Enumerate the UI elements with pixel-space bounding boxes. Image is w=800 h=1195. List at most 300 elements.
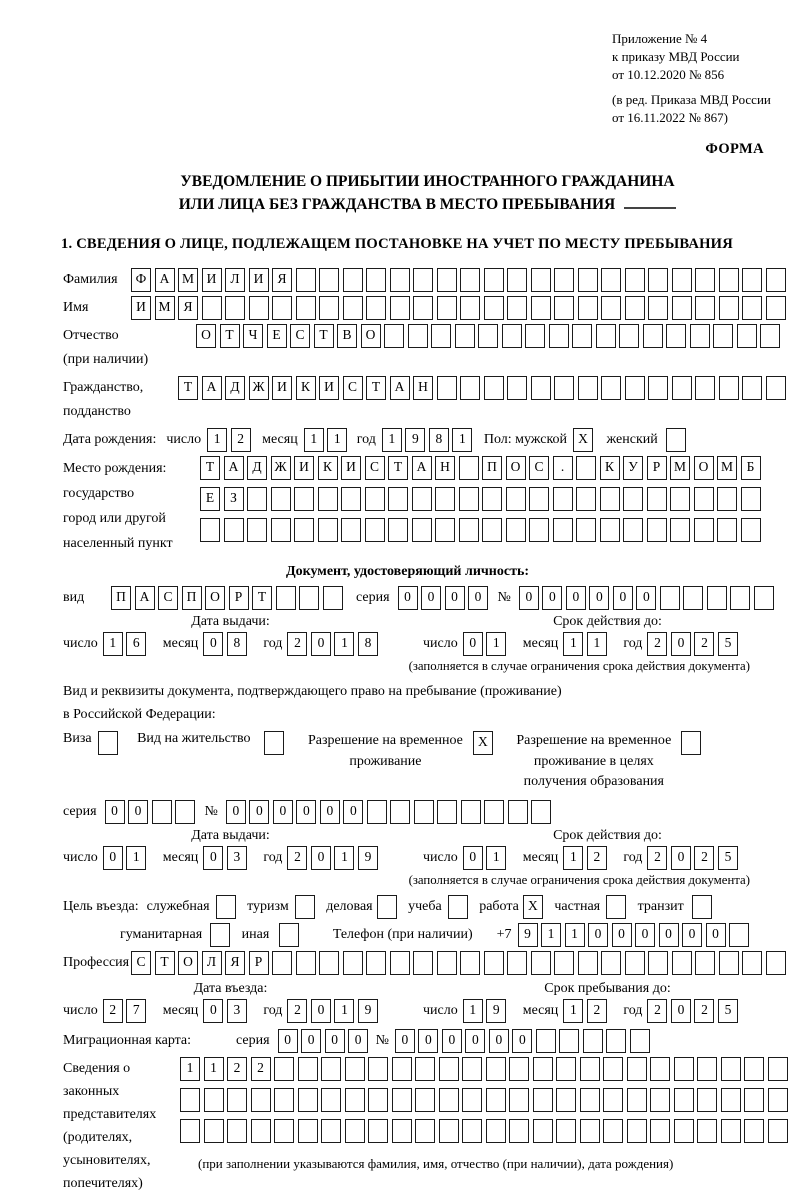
- char-box[interactable]: [606, 895, 626, 919]
- char-box[interactable]: [760, 324, 780, 348]
- char-box[interactable]: С: [343, 376, 363, 400]
- char-box[interactable]: 2: [587, 999, 607, 1023]
- char-box[interactable]: [368, 1119, 388, 1143]
- char-box[interactable]: 0: [589, 586, 609, 610]
- char-box[interactable]: [666, 428, 686, 452]
- char-box[interactable]: [296, 268, 316, 292]
- char-box[interactable]: [650, 1088, 670, 1112]
- char-box[interactable]: 0: [311, 999, 331, 1023]
- char-box[interactable]: 0: [706, 923, 726, 947]
- char-box[interactable]: 3: [227, 846, 247, 870]
- char-box[interactable]: [437, 268, 457, 292]
- char-box[interactable]: 9: [358, 846, 378, 870]
- char-box[interactable]: [341, 518, 361, 542]
- char-box[interactable]: X: [523, 895, 543, 919]
- char-box[interactable]: Л: [225, 268, 245, 292]
- char-box[interactable]: 2: [227, 1057, 247, 1081]
- char-box[interactable]: [323, 586, 343, 610]
- char-box[interactable]: 1: [382, 428, 402, 452]
- char-box[interactable]: 1: [452, 428, 472, 452]
- char-box[interactable]: [413, 951, 433, 975]
- char-box[interactable]: О: [694, 456, 714, 480]
- char-box[interactable]: [578, 268, 598, 292]
- char-box[interactable]: [627, 1057, 647, 1081]
- char-box[interactable]: [601, 376, 621, 400]
- char-box[interactable]: [623, 487, 643, 511]
- char-box[interactable]: [415, 1119, 435, 1143]
- char-box[interactable]: И: [202, 268, 222, 292]
- char-box[interactable]: У: [623, 456, 643, 480]
- char-box[interactable]: .: [553, 456, 573, 480]
- char-box[interactable]: [251, 1088, 271, 1112]
- char-box[interactable]: И: [131, 296, 151, 320]
- char-box[interactable]: [768, 1057, 788, 1081]
- char-box[interactable]: [247, 487, 267, 511]
- char-box[interactable]: [439, 1119, 459, 1143]
- char-box[interactable]: [345, 1088, 365, 1112]
- char-box[interactable]: [648, 951, 668, 975]
- char-box[interactable]: [388, 518, 408, 542]
- char-box[interactable]: Я: [272, 268, 292, 292]
- char-box[interactable]: [556, 1057, 576, 1081]
- char-box[interactable]: 0: [445, 586, 465, 610]
- char-box[interactable]: 0: [542, 586, 562, 610]
- char-box[interactable]: [98, 731, 118, 755]
- char-box[interactable]: [478, 324, 498, 348]
- char-box[interactable]: [460, 296, 480, 320]
- char-box[interactable]: [341, 487, 361, 511]
- char-box[interactable]: 2: [231, 428, 251, 452]
- char-box[interactable]: [435, 487, 455, 511]
- char-box[interactable]: [461, 800, 481, 824]
- char-box[interactable]: 0: [311, 846, 331, 870]
- char-box[interactable]: [508, 800, 528, 824]
- char-box[interactable]: [742, 376, 762, 400]
- char-box[interactable]: О: [196, 324, 216, 348]
- char-box[interactable]: [721, 1119, 741, 1143]
- char-box[interactable]: [482, 487, 502, 511]
- char-box[interactable]: И: [341, 456, 361, 480]
- char-box[interactable]: [486, 1119, 506, 1143]
- char-box[interactable]: 0: [203, 999, 223, 1023]
- char-box[interactable]: [600, 518, 620, 542]
- char-box[interactable]: [460, 268, 480, 292]
- char-box[interactable]: 0: [105, 800, 125, 824]
- char-box[interactable]: [412, 518, 432, 542]
- char-box[interactable]: [462, 1088, 482, 1112]
- char-box[interactable]: [674, 1088, 694, 1112]
- char-box[interactable]: [224, 518, 244, 542]
- char-box[interactable]: М: [178, 268, 198, 292]
- char-box[interactable]: А: [390, 376, 410, 400]
- char-box[interactable]: [625, 268, 645, 292]
- char-box[interactable]: 2: [647, 846, 667, 870]
- char-box[interactable]: О: [506, 456, 526, 480]
- char-box[interactable]: [768, 1119, 788, 1143]
- char-box[interactable]: К: [318, 456, 338, 480]
- char-box[interactable]: К: [600, 456, 620, 480]
- char-box[interactable]: [719, 376, 739, 400]
- char-box[interactable]: [648, 296, 668, 320]
- char-box[interactable]: [482, 518, 502, 542]
- char-box[interactable]: [650, 1119, 670, 1143]
- char-box[interactable]: 0: [226, 800, 246, 824]
- char-box[interactable]: [299, 586, 319, 610]
- char-box[interactable]: [225, 296, 245, 320]
- char-box[interactable]: [279, 923, 299, 947]
- char-box[interactable]: 1: [204, 1057, 224, 1081]
- char-box[interactable]: О: [205, 586, 225, 610]
- char-box[interactable]: [695, 268, 715, 292]
- char-box[interactable]: [531, 268, 551, 292]
- char-box[interactable]: [576, 518, 596, 542]
- char-box[interactable]: [321, 1119, 341, 1143]
- char-box[interactable]: 6: [126, 632, 146, 656]
- char-box[interactable]: [531, 800, 551, 824]
- char-box[interactable]: [741, 487, 761, 511]
- char-box[interactable]: [384, 324, 404, 348]
- char-box[interactable]: [583, 1029, 603, 1053]
- char-box[interactable]: [683, 586, 703, 610]
- char-box[interactable]: [625, 951, 645, 975]
- char-box[interactable]: 2: [287, 632, 307, 656]
- char-box[interactable]: 0: [463, 846, 483, 870]
- char-box[interactable]: 2: [694, 846, 714, 870]
- char-box[interactable]: [737, 324, 757, 348]
- char-box[interactable]: [601, 268, 621, 292]
- char-box[interactable]: [719, 268, 739, 292]
- char-box[interactable]: [625, 376, 645, 400]
- char-box[interactable]: [556, 1088, 576, 1112]
- char-box[interactable]: 2: [694, 999, 714, 1023]
- char-box[interactable]: [766, 376, 786, 400]
- char-box[interactable]: С: [131, 951, 151, 975]
- char-box[interactable]: [742, 951, 762, 975]
- char-box[interactable]: [392, 1119, 412, 1143]
- char-box[interactable]: [754, 586, 774, 610]
- char-box[interactable]: М: [155, 296, 175, 320]
- char-box[interactable]: 0: [468, 586, 488, 610]
- char-box[interactable]: [294, 518, 314, 542]
- char-box[interactable]: [412, 487, 432, 511]
- char-box[interactable]: [180, 1088, 200, 1112]
- char-box[interactable]: К: [296, 376, 316, 400]
- char-box[interactable]: [603, 1088, 623, 1112]
- char-box[interactable]: [202, 296, 222, 320]
- char-box[interactable]: Р: [647, 456, 667, 480]
- char-box[interactable]: 0: [203, 846, 223, 870]
- char-box[interactable]: Т: [366, 376, 386, 400]
- char-box[interactable]: А: [202, 376, 222, 400]
- char-box[interactable]: 0: [421, 586, 441, 610]
- char-box[interactable]: 0: [278, 1029, 298, 1053]
- char-box[interactable]: [295, 895, 315, 919]
- char-box[interactable]: [742, 268, 762, 292]
- char-box[interactable]: 0: [671, 846, 691, 870]
- char-box[interactable]: 0: [395, 1029, 415, 1053]
- char-box[interactable]: [694, 487, 714, 511]
- char-box[interactable]: [559, 1029, 579, 1053]
- char-box[interactable]: [368, 1057, 388, 1081]
- char-box[interactable]: Н: [435, 456, 455, 480]
- char-box[interactable]: [345, 1057, 365, 1081]
- char-box[interactable]: [319, 268, 339, 292]
- char-box[interactable]: [672, 296, 692, 320]
- char-box[interactable]: П: [182, 586, 202, 610]
- char-box[interactable]: [506, 518, 526, 542]
- char-box[interactable]: 9: [518, 923, 538, 947]
- char-box[interactable]: [216, 895, 236, 919]
- char-box[interactable]: [227, 1088, 247, 1112]
- char-box[interactable]: [439, 1057, 459, 1081]
- char-box[interactable]: [578, 951, 598, 975]
- char-box[interactable]: [670, 518, 690, 542]
- char-box[interactable]: 2: [287, 846, 307, 870]
- char-box[interactable]: [486, 1088, 506, 1112]
- char-box[interactable]: [276, 586, 296, 610]
- char-box[interactable]: Д: [247, 456, 267, 480]
- char-box[interactable]: [601, 296, 621, 320]
- char-box[interactable]: В: [337, 324, 357, 348]
- char-box[interactable]: [766, 268, 786, 292]
- char-box[interactable]: [697, 1088, 717, 1112]
- char-box[interactable]: И: [294, 456, 314, 480]
- char-box[interactable]: [578, 376, 598, 400]
- char-box[interactable]: [298, 1088, 318, 1112]
- char-box[interactable]: [274, 1088, 294, 1112]
- char-box[interactable]: 0: [659, 923, 679, 947]
- char-box[interactable]: 1: [563, 846, 583, 870]
- char-box[interactable]: [507, 376, 527, 400]
- char-box[interactable]: [741, 518, 761, 542]
- char-box[interactable]: 0: [301, 1029, 321, 1053]
- char-box[interactable]: [695, 951, 715, 975]
- char-box[interactable]: Ф: [131, 268, 151, 292]
- char-box[interactable]: [343, 268, 363, 292]
- char-box[interactable]: Р: [249, 951, 269, 975]
- char-box[interactable]: [690, 324, 710, 348]
- char-box[interactable]: [321, 1088, 341, 1112]
- char-box[interactable]: 2: [647, 999, 667, 1023]
- char-box[interactable]: 1: [207, 428, 227, 452]
- char-box[interactable]: 0: [635, 923, 655, 947]
- char-box[interactable]: [227, 1119, 247, 1143]
- char-box[interactable]: 0: [519, 586, 539, 610]
- char-box[interactable]: [462, 1057, 482, 1081]
- char-box[interactable]: [717, 487, 737, 511]
- char-box[interactable]: [296, 951, 316, 975]
- char-box[interactable]: [533, 1057, 553, 1081]
- char-box[interactable]: 0: [489, 1029, 509, 1053]
- char-box[interactable]: [719, 951, 739, 975]
- char-box[interactable]: 5: [718, 999, 738, 1023]
- char-box[interactable]: [648, 376, 668, 400]
- char-box[interactable]: [697, 1119, 717, 1143]
- char-box[interactable]: [660, 586, 680, 610]
- char-box[interactable]: 0: [566, 586, 586, 610]
- char-box[interactable]: [554, 951, 574, 975]
- char-box[interactable]: 0: [512, 1029, 532, 1053]
- char-box[interactable]: [509, 1088, 529, 1112]
- char-box[interactable]: [251, 1119, 271, 1143]
- char-box[interactable]: А: [135, 586, 155, 610]
- char-box[interactable]: 8: [358, 632, 378, 656]
- char-box[interactable]: [603, 1057, 623, 1081]
- char-box[interactable]: [448, 895, 468, 919]
- char-box[interactable]: Я: [225, 951, 245, 975]
- char-box[interactable]: [459, 456, 479, 480]
- char-box[interactable]: [366, 951, 386, 975]
- char-box[interactable]: 0: [442, 1029, 462, 1053]
- char-box[interactable]: [152, 800, 172, 824]
- char-box[interactable]: [766, 296, 786, 320]
- char-box[interactable]: Т: [314, 324, 334, 348]
- char-box[interactable]: 1: [103, 632, 123, 656]
- char-box[interactable]: [388, 487, 408, 511]
- char-box[interactable]: 1: [486, 632, 506, 656]
- char-box[interactable]: 8: [429, 428, 449, 452]
- char-box[interactable]: 0: [103, 846, 123, 870]
- char-box[interactable]: [368, 1088, 388, 1112]
- char-box[interactable]: С: [158, 586, 178, 610]
- char-box[interactable]: [719, 296, 739, 320]
- char-box[interactable]: [377, 895, 397, 919]
- char-box[interactable]: 9: [486, 999, 506, 1023]
- char-box[interactable]: [459, 518, 479, 542]
- char-box[interactable]: Ж: [271, 456, 291, 480]
- char-box[interactable]: [766, 951, 786, 975]
- char-box[interactable]: Т: [155, 951, 175, 975]
- char-box[interactable]: [744, 1057, 764, 1081]
- char-box[interactable]: [343, 296, 363, 320]
- char-box[interactable]: М: [670, 456, 690, 480]
- char-box[interactable]: [742, 296, 762, 320]
- char-box[interactable]: [298, 1119, 318, 1143]
- char-box[interactable]: Т: [200, 456, 220, 480]
- char-box[interactable]: Т: [220, 324, 240, 348]
- char-box[interactable]: Р: [229, 586, 249, 610]
- char-box[interactable]: [294, 487, 314, 511]
- char-box[interactable]: [695, 376, 715, 400]
- char-box[interactable]: [531, 951, 551, 975]
- char-box[interactable]: [525, 324, 545, 348]
- char-box[interactable]: [606, 1029, 626, 1053]
- char-box[interactable]: [643, 324, 663, 348]
- char-box[interactable]: Т: [178, 376, 198, 400]
- char-box[interactable]: 2: [694, 632, 714, 656]
- char-box[interactable]: [549, 324, 569, 348]
- char-box[interactable]: П: [482, 456, 502, 480]
- char-box[interactable]: [619, 324, 639, 348]
- char-box[interactable]: 1: [565, 923, 585, 947]
- char-box[interactable]: [529, 487, 549, 511]
- char-box[interactable]: [319, 296, 339, 320]
- char-box[interactable]: Е: [267, 324, 287, 348]
- char-box[interactable]: [484, 376, 504, 400]
- char-box[interactable]: 1: [541, 923, 561, 947]
- char-box[interactable]: [744, 1119, 764, 1143]
- char-box[interactable]: 9: [405, 428, 425, 452]
- char-box[interactable]: [533, 1119, 553, 1143]
- char-box[interactable]: 2: [287, 999, 307, 1023]
- char-box[interactable]: [459, 487, 479, 511]
- char-box[interactable]: 1: [463, 999, 483, 1023]
- char-box[interactable]: [553, 487, 573, 511]
- char-box[interactable]: 0: [273, 800, 293, 824]
- char-box[interactable]: [507, 296, 527, 320]
- char-box[interactable]: [274, 1119, 294, 1143]
- char-box[interactable]: [576, 487, 596, 511]
- char-box[interactable]: [484, 268, 504, 292]
- char-box[interactable]: [264, 731, 284, 755]
- char-box[interactable]: [204, 1088, 224, 1112]
- char-box[interactable]: [437, 296, 457, 320]
- char-box[interactable]: 0: [671, 632, 691, 656]
- char-box[interactable]: Е: [200, 487, 220, 511]
- char-box[interactable]: [247, 518, 267, 542]
- char-box[interactable]: [576, 456, 596, 480]
- char-box[interactable]: [674, 1057, 694, 1081]
- char-box[interactable]: Д: [225, 376, 245, 400]
- char-box[interactable]: 1: [334, 846, 354, 870]
- char-box[interactable]: 1: [334, 632, 354, 656]
- char-box[interactable]: [390, 800, 410, 824]
- char-box[interactable]: А: [224, 456, 244, 480]
- char-box[interactable]: [435, 518, 455, 542]
- char-box[interactable]: [531, 376, 551, 400]
- char-box[interactable]: [554, 376, 574, 400]
- char-box[interactable]: [296, 296, 316, 320]
- char-box[interactable]: [484, 800, 504, 824]
- char-box[interactable]: 1: [334, 999, 354, 1023]
- char-box[interactable]: 1: [180, 1057, 200, 1081]
- char-box[interactable]: [437, 376, 457, 400]
- char-box[interactable]: И: [272, 376, 292, 400]
- char-box[interactable]: С: [290, 324, 310, 348]
- char-box[interactable]: [721, 1057, 741, 1081]
- char-box[interactable]: О: [361, 324, 381, 348]
- char-box[interactable]: [627, 1119, 647, 1143]
- char-box[interactable]: 2: [251, 1057, 271, 1081]
- char-box[interactable]: Т: [252, 586, 272, 610]
- char-box[interactable]: [729, 923, 749, 947]
- char-box[interactable]: 2: [103, 999, 123, 1023]
- char-box[interactable]: [366, 296, 386, 320]
- char-box[interactable]: [318, 518, 338, 542]
- char-box[interactable]: [343, 951, 363, 975]
- char-box[interactable]: [600, 487, 620, 511]
- char-box[interactable]: [623, 518, 643, 542]
- char-box[interactable]: Б: [741, 456, 761, 480]
- char-box[interactable]: [627, 1088, 647, 1112]
- char-box[interactable]: 9: [358, 999, 378, 1023]
- char-box[interactable]: [672, 268, 692, 292]
- char-box[interactable]: О: [178, 951, 198, 975]
- char-box[interactable]: [572, 324, 592, 348]
- char-box[interactable]: [744, 1088, 764, 1112]
- char-box[interactable]: [298, 1057, 318, 1081]
- char-box[interactable]: [365, 487, 385, 511]
- char-box[interactable]: [390, 951, 410, 975]
- char-box[interactable]: А: [155, 268, 175, 292]
- char-box[interactable]: [536, 1029, 556, 1053]
- char-box[interactable]: 1: [563, 632, 583, 656]
- char-box[interactable]: А: [412, 456, 432, 480]
- char-box[interactable]: 8: [227, 632, 247, 656]
- char-box[interactable]: [460, 951, 480, 975]
- char-box[interactable]: 0: [320, 800, 340, 824]
- char-box[interactable]: [506, 487, 526, 511]
